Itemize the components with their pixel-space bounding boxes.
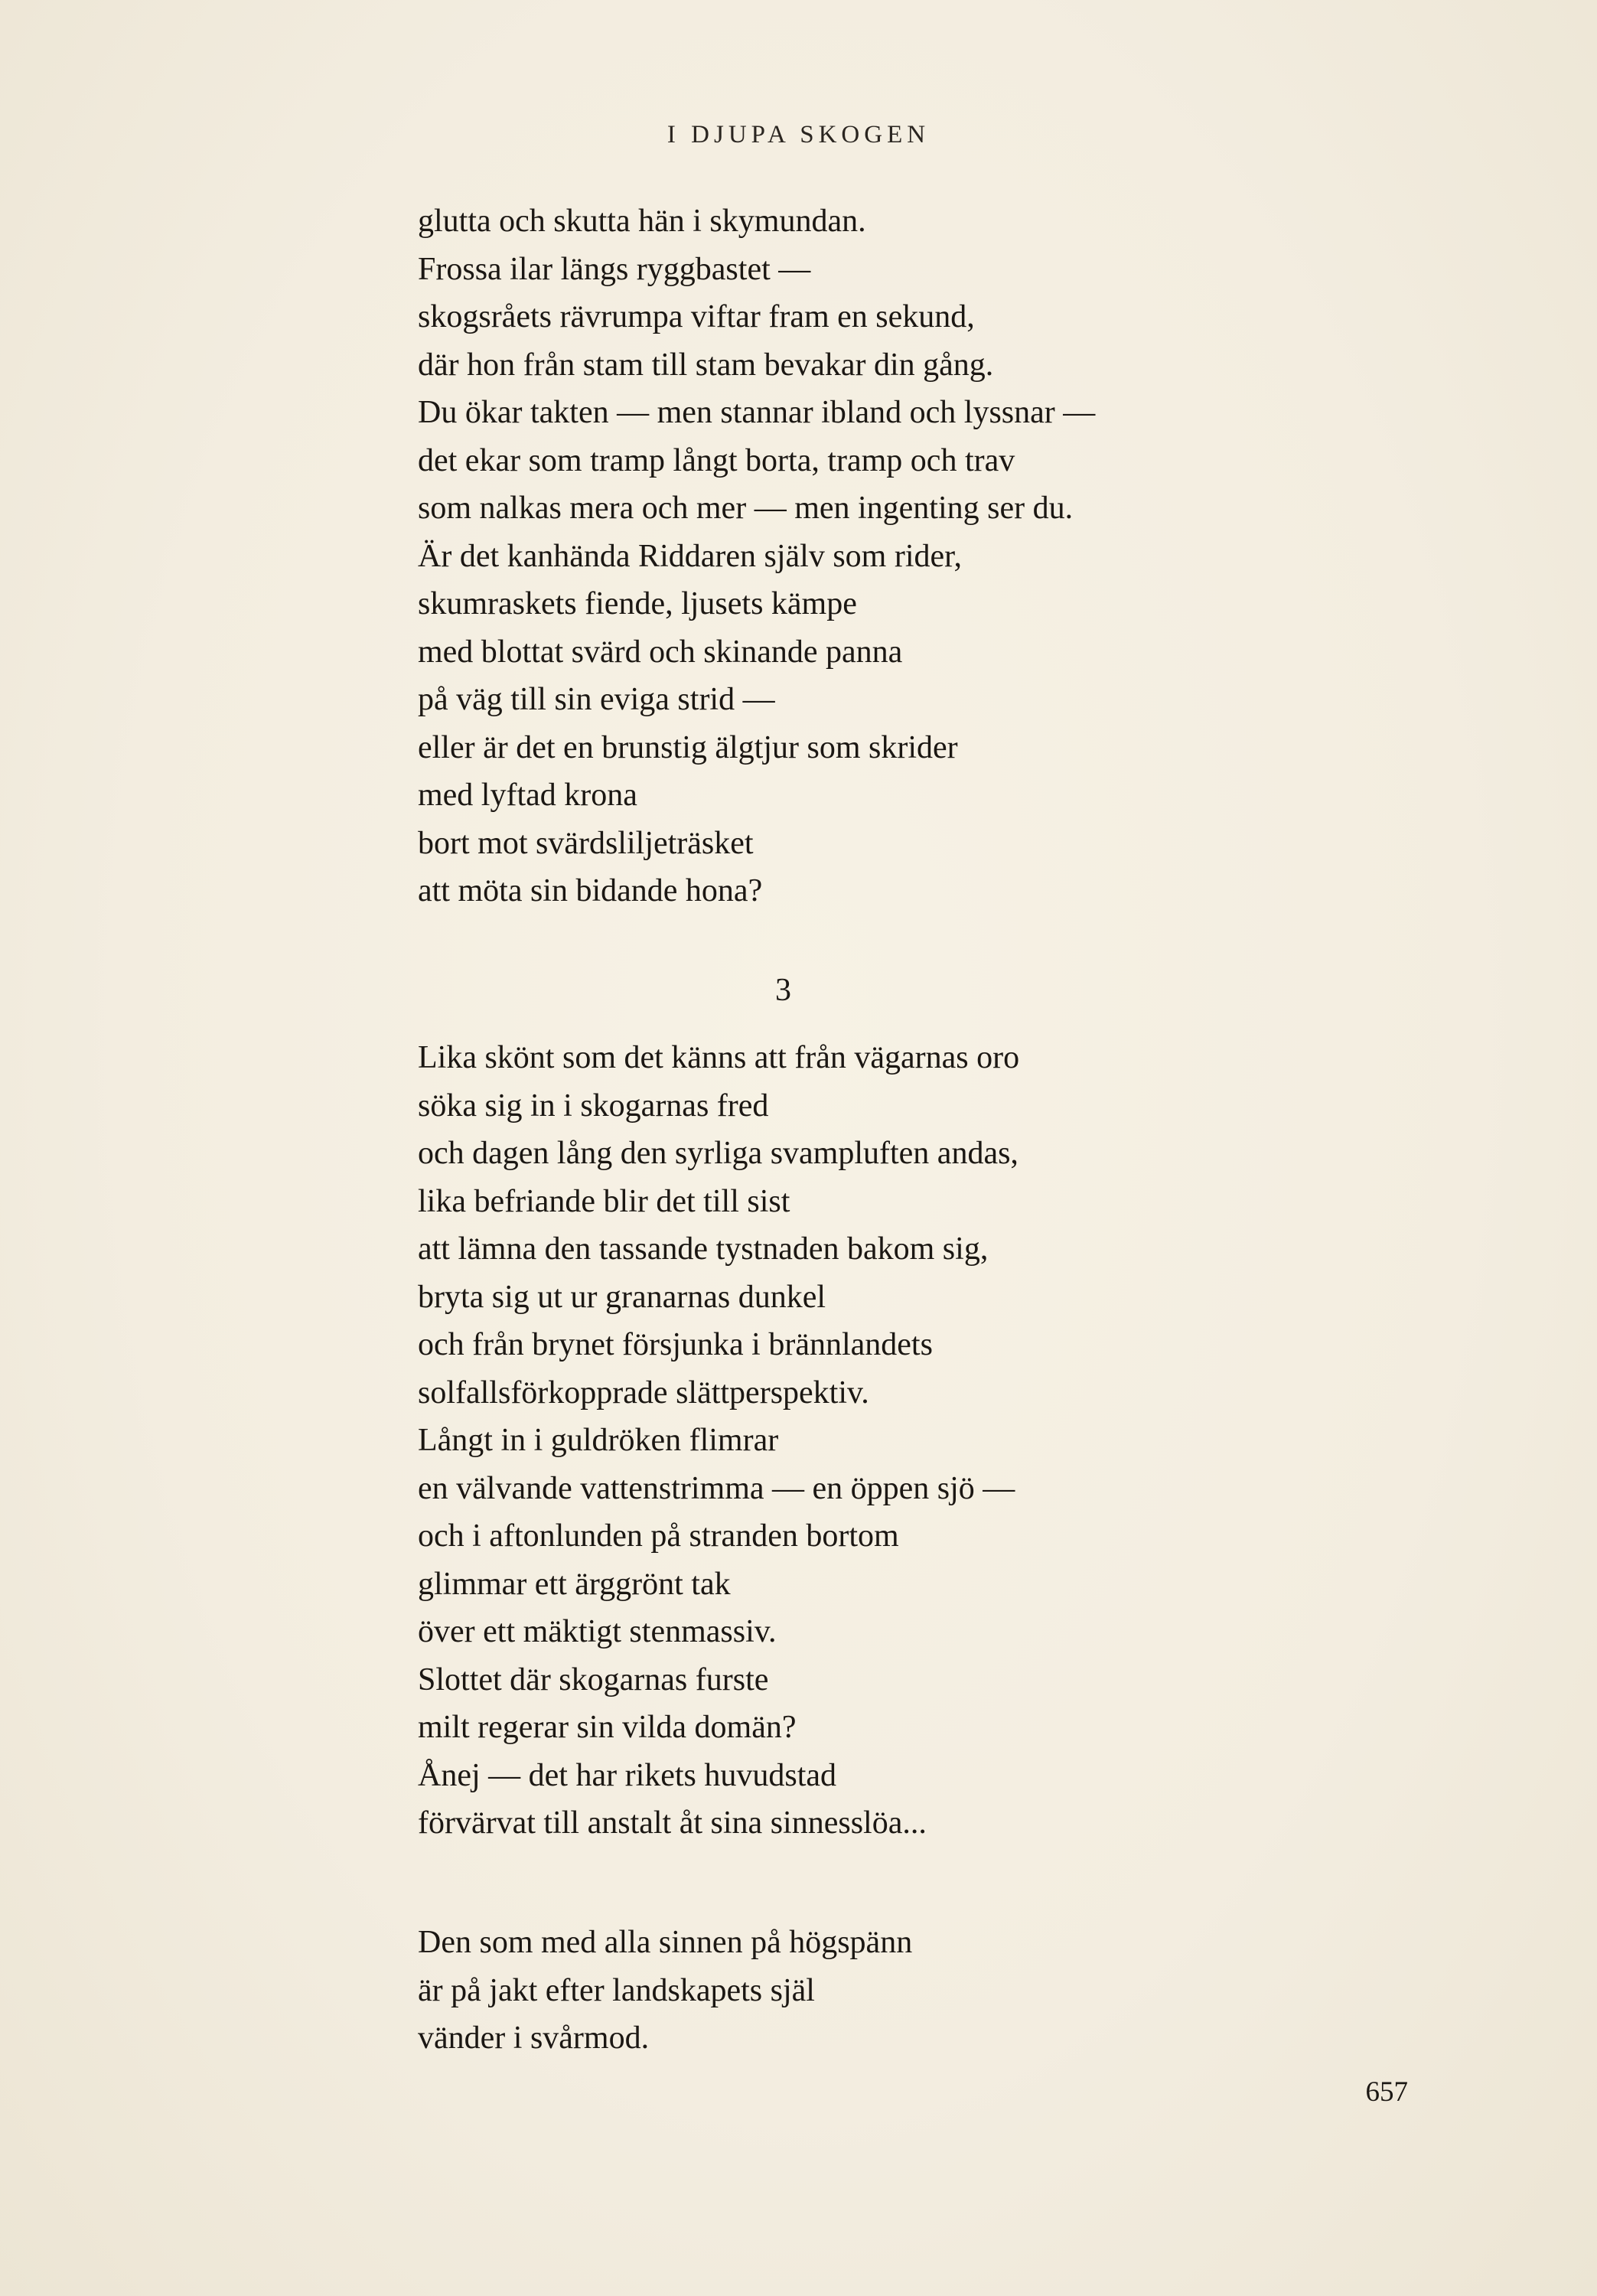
running-head: I DJUPA SKOGEN — [667, 121, 930, 148]
poem-line: solfallsförkopprade slättperspektiv. — [418, 1375, 869, 1411]
poem-line: Frossa ilar längs ryggbastet — — [418, 251, 811, 287]
section-number-text: 3 — [775, 973, 791, 1008]
page-number: 657 — [1365, 2076, 1408, 2108]
poem-line: Lika skönt som det känns att från vägarnas oro — [418, 1040, 1020, 1075]
poem-line: glutta och skutta hän i skymundan. — [418, 204, 866, 239]
poem-line: vänder i svårmod. — [418, 2020, 650, 2056]
poem-stanza-2 — [418, 1034, 1336, 1848]
poem-line: en välvande vattenstrimma — en öppen sjö — — [418, 1470, 1015, 1506]
poem-line: att möta sin bidande hona? — [418, 873, 763, 908]
poem-line: Slottet där skogarnas furste — [418, 1662, 769, 1698]
poem-line: är på jakt efter landskapets själ — [418, 1972, 815, 2008]
poem-line: milt regerar sin vilda domän? — [418, 1710, 797, 1745]
poem-line: glimmar ett ärggrönt tak — [418, 1566, 731, 1602]
poem-stanza-1 — [418, 197, 1336, 915]
poem-line: bort mot svärdsliljeträsket — [418, 825, 754, 861]
poem-line: bryta sig ut ur granarnas dunkel — [418, 1279, 826, 1315]
poem-line: över ett mäktigt stenmassiv. — [418, 1614, 777, 1649]
poem-stanza-3 — [418, 1919, 1336, 2063]
poem-line: Du ökar takten — men stannar ibland och lyssnar — — [418, 395, 1096, 430]
poem-line: Långt in i guldröken flimrar — [418, 1423, 779, 1458]
poem-line: skogsråets rävrumpa viftar fram en sekund, — [418, 299, 975, 334]
poem-line: det ekar som tramp långt borta, tramp och trav — [418, 442, 1015, 478]
poem-line: att lämna den tassande tystnaden bakom sig, — [418, 1231, 989, 1267]
poem-line: skumraskets fiende, ljusets kämpe — [418, 586, 857, 621]
section-number — [0, 972, 1597, 1009]
poem-line: lika befriande blir det till sist — [418, 1183, 790, 1219]
poem-line: söka sig in i skogarnas fred — [418, 1088, 769, 1124]
poem-line: Den som med alla sinnen på högspänn — [418, 1925, 913, 1960]
poem-line: och från brynet försjunka i brännlandets — [418, 1327, 933, 1362]
poem-line: där hon från stam till stam bevakar din gång. — [418, 347, 994, 383]
poem-line: med lyftad krona — [418, 778, 637, 813]
poem-line: förvärvat till anstalt åt sina sinnesslöa... — [418, 1805, 927, 1841]
poem-line: Är det kanhända Riddaren själv som rider, — [418, 538, 962, 574]
poem-line: Ånej — det har rikets huvudstad — [418, 1757, 837, 1793]
poem-line: och i aftonlunden på stranden bortom — [418, 1518, 899, 1554]
poem-line: som nalkas mera och mer — men ingenting ser du. — [418, 491, 1074, 526]
poem-line: eller är det en brunstig älgtjur som skrider — [418, 729, 958, 765]
poem-line: med blottat svärd och skinande panna — [418, 634, 903, 670]
poem-line: och dagen lång den syrliga svampluften andas, — [418, 1136, 1018, 1171]
poem-line: på väg till sin eviga strid — — [418, 682, 775, 717]
